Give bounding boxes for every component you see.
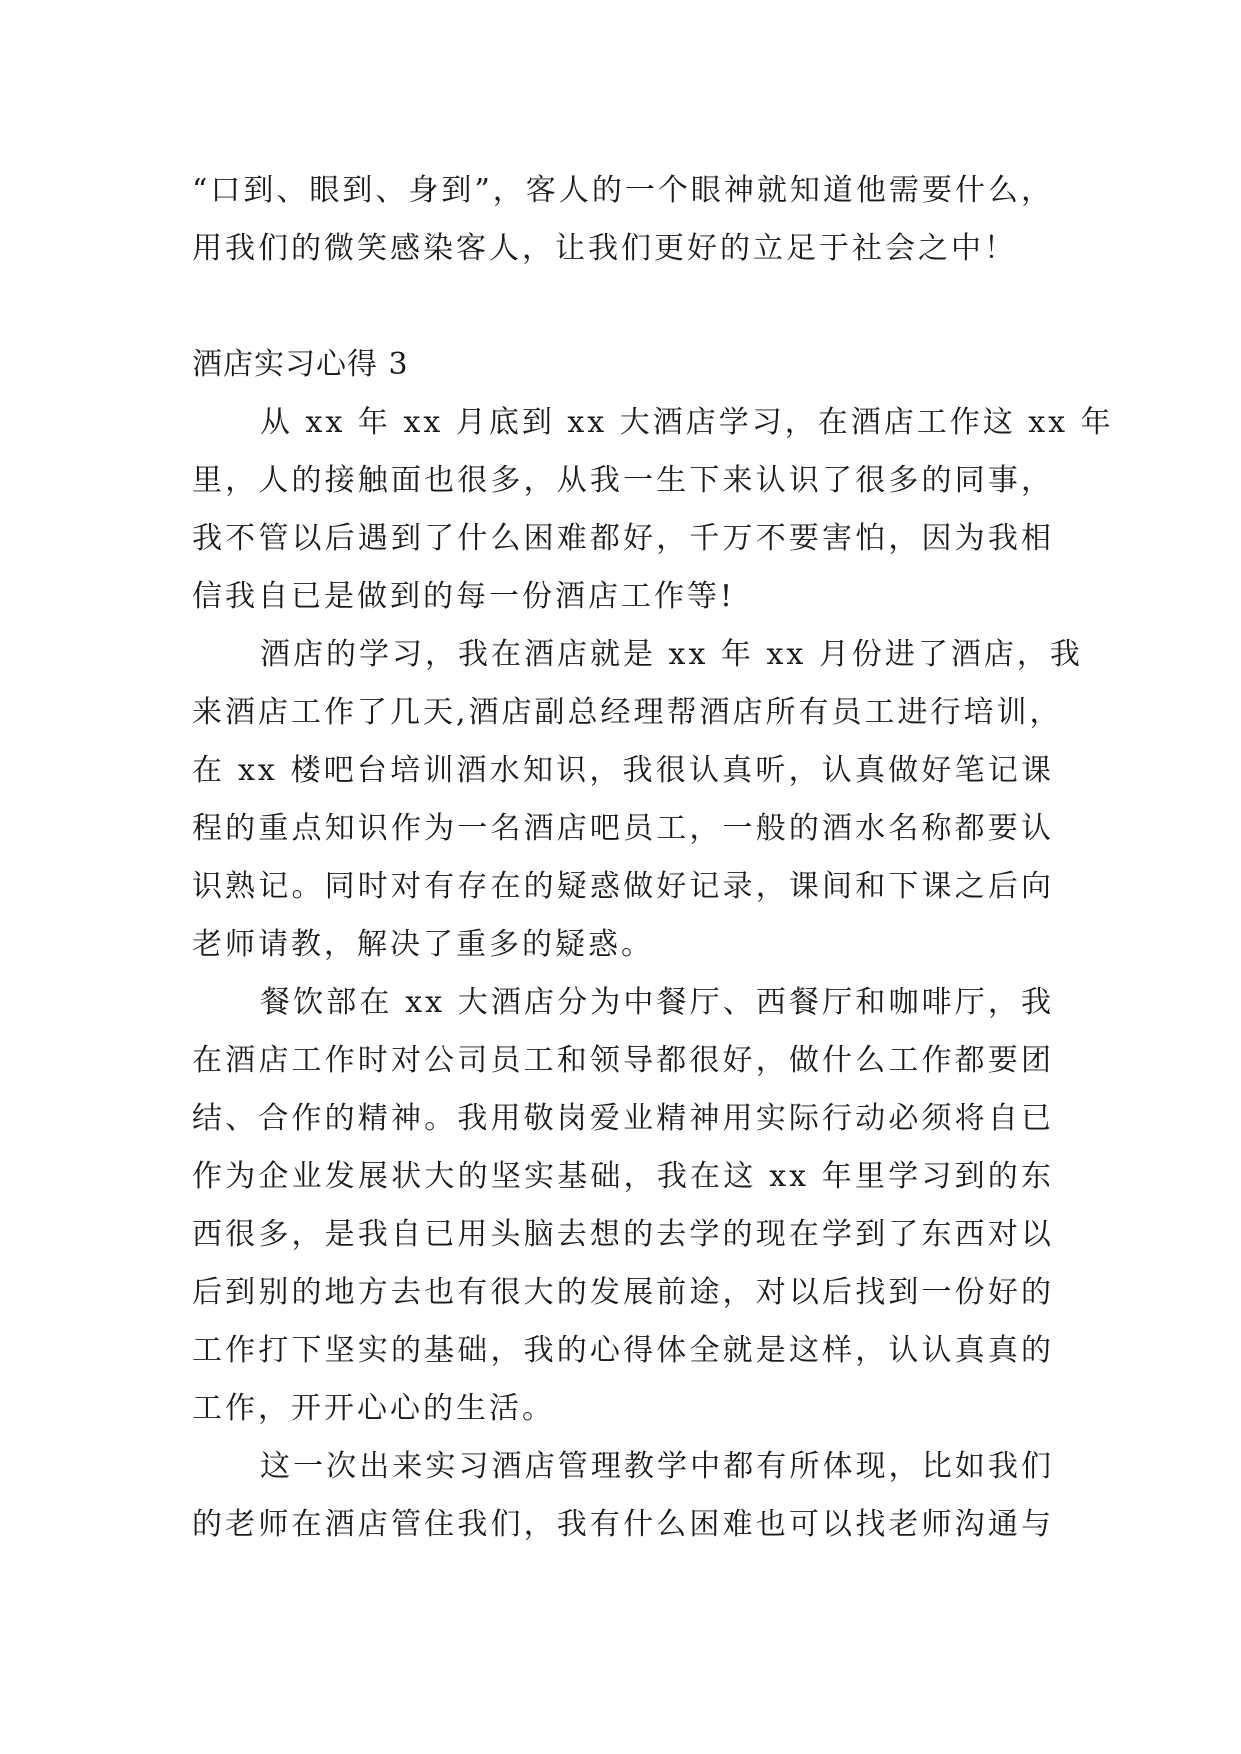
paragraph-2	[192, 626, 1083, 974]
section-heading: 酒店实习心得 3	[192, 347, 409, 382]
text-line: 酒店的学习，我在酒店就是 xx 年 xx 月份进了酒店，我	[260, 637, 1083, 672]
text-line: 餐饮部在 xx 大酒店分为中餐厅、西餐厅和咖啡厅，我	[260, 985, 1054, 1020]
text-line: 我不管以后遇到了什么困难都好，千万不要害怕，因为我相	[192, 521, 1054, 556]
text-line: 信我自已是做到的每一份酒店工作等!	[192, 579, 736, 614]
text-line: 的老师在酒店管住我们，我有什么困难也可以找老师沟通与	[192, 1507, 1054, 1542]
paragraph-1	[192, 394, 1114, 626]
intro-paragraph	[192, 162, 1054, 278]
text-line: 工作打下坚实的基础，我的心得体全就是这样，认认真真的	[192, 1333, 1054, 1368]
document-body	[192, 162, 1114, 1554]
text-line: 西很多，是我自已用头脑去想的去学的现在学到了东西对以	[192, 1217, 1054, 1252]
text-line: 工作，开开心心的生活。	[192, 1391, 555, 1426]
text-line: 在酒店工作时对公司员工和领导都很好，做什么工作都要团	[192, 1043, 1054, 1078]
text-line: 里，人的接触面也很多，从我一生下来认识了很多的同事，	[192, 463, 1054, 498]
text-line: 老师请教，解决了重多的疑惑。	[192, 927, 654, 962]
text-line: 程的重点知识作为一名酒店吧员工，一般的酒水名称都要认	[192, 811, 1054, 846]
text-line: 用我们的微笑感染客人，让我们更好的立足于社会之中！	[192, 231, 1017, 266]
text-line: 结、合作的精神。我用敬岗爱业精神用实际行动必须将自已	[192, 1101, 1054, 1136]
paragraph-3	[192, 974, 1054, 1438]
text-line: 后到别的地方去也有很大的发展前途，对以后找到一份好的	[192, 1275, 1054, 1310]
text-line: 这一次出来实习酒店管理教学中都有所体现，比如我们	[260, 1449, 1054, 1484]
paragraph-4	[192, 1438, 1054, 1554]
text-line: 从 xx 年 xx 月底到 xx 大酒店学习，在酒店工作这 xx 年	[260, 405, 1114, 440]
text-line: 来酒店工作了几天,酒店副总经理帮酒店所有员工进行培训，	[192, 695, 1063, 730]
text-line: 识熟记。同时对有存在的疑惑做好记录，课间和下课之后向	[192, 869, 1054, 904]
text-line: 作为企业发展状大的坚实基础，我在这 xx 年里学习到的东	[192, 1159, 1054, 1194]
text-line: 在 xx 楼吧台培训酒水知识，我很认真听，认真做好笔记课	[192, 753, 1054, 788]
text-line: “口到、眼到、身到”，客人的一个眼神就知道他需要什么，	[192, 173, 1054, 208]
